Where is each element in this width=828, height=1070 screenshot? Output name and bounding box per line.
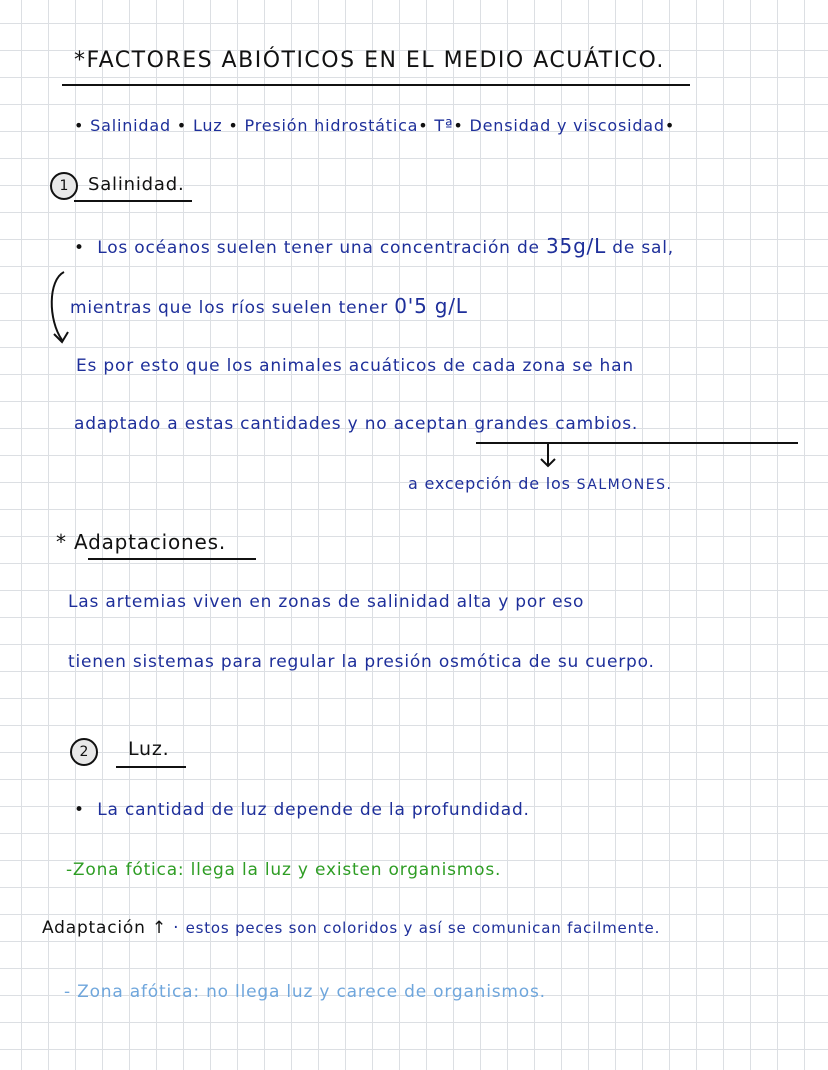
page-title: *FACTORES ABIÓTICOS EN EL MEDIO ACUÁTICO. — [74, 48, 665, 73]
summary-item: Presión hidrostática — [244, 116, 419, 135]
adaptaciones-line-1: Las artemias viven en zonas de salinidad alta y por eso — [68, 592, 585, 612]
salinidad-line-3: Es por esto que los animales acuáticos de cada zona se han — [76, 356, 634, 376]
zona-afotica: - Zona afótica: no llega luz y carece de organismos. — [64, 982, 546, 1002]
section-number-badge: 1 — [50, 172, 78, 200]
section-heading-luz: Luz. — [128, 738, 170, 760]
section-heading-salinidad: Salinidad. — [88, 174, 185, 195]
salinidad-line-1: • Los océanos suelen tener una concentración de 35g/L de sal, — [74, 234, 674, 258]
heading-underline — [74, 200, 192, 202]
adaptacion-line: Adaptación ↑ · estos peces son coloridos y así se comunican facilmente. — [42, 918, 661, 938]
up-arrow-icon: ↑ — [151, 918, 167, 938]
asterisk-icon: * — [74, 48, 87, 73]
cambios-underline — [476, 442, 798, 444]
asterisk-icon: * — [56, 530, 67, 554]
summary-item: Luz — [192, 116, 223, 135]
salmones-exception: a excepción de los SALMONES. — [408, 474, 673, 493]
heading-underline — [116, 766, 186, 768]
zona-fotica: -Zona fótica: llega la luz y existen organismos. — [66, 860, 502, 880]
title-underline — [62, 84, 690, 86]
adaptaciones-line-2: tienen sistemas para regular la presión osmótica de su cuerpo. — [68, 652, 655, 672]
luz-line-1: • La cantidad de luz depende de la profundidad. — [74, 800, 530, 820]
heading-underline — [88, 558, 256, 560]
salinidad-line-2: mientras que los ríos suelen tener 0'5 g/L — [70, 294, 468, 318]
down-arrow-icon — [538, 444, 558, 470]
summary-list: • Salinidad • Luz • Presión hidrostática• Tª• Densidad y viscosidad• — [74, 116, 676, 135]
no-aceptan-text: no aceptan grandes cambios. — [364, 414, 639, 434]
adaptaciones-heading: * Adaptaciones. — [56, 530, 227, 554]
section-number-badge: 2 — [70, 738, 98, 766]
summary-item: Densidad y viscosidad — [469, 116, 665, 135]
summary-item: Salinidad — [90, 116, 171, 135]
summary-item: Tª — [434, 116, 454, 135]
salinidad-line-4: adaptado a estas cantidades y no aceptan grandes cambios. — [74, 414, 639, 434]
